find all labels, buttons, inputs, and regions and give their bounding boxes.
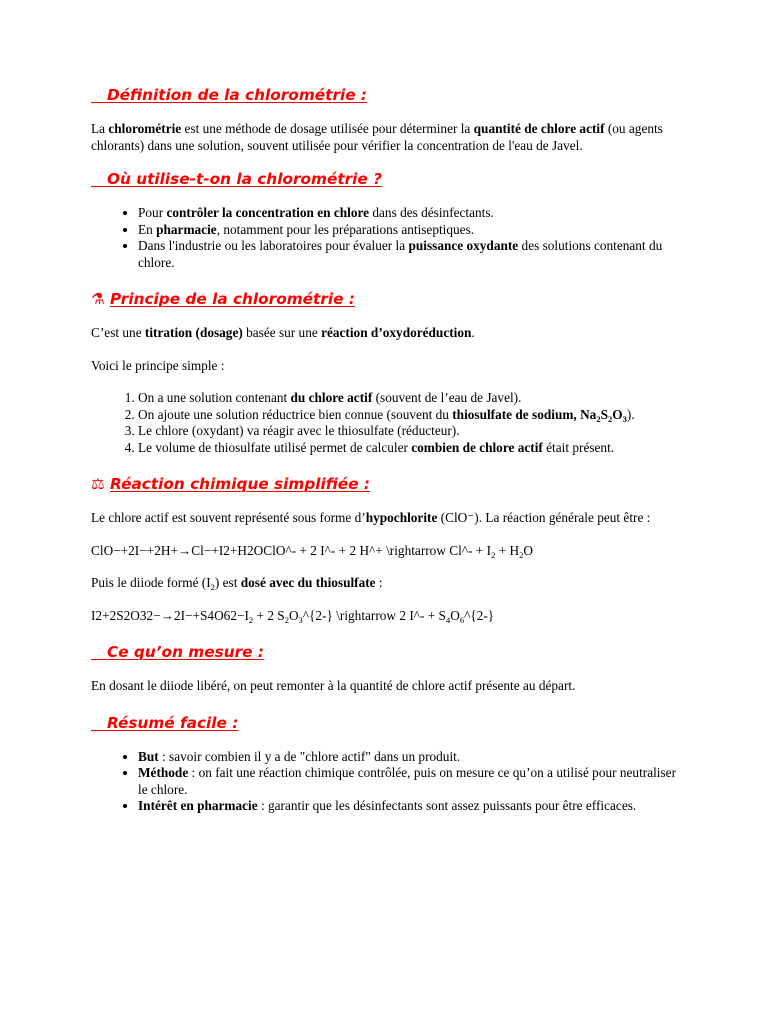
- definition-paragraph: La chlorométrie est une méthode de dosage utilisée pour déterminer la quantité de chlore actif (ou agents chlorants) dans une solution, souvent utilisée pour vérifier la concentration de l'eau de Javel.: [91, 121, 663, 153]
- principle-intro: C’est une titration (dosage) basée sur une réaction d’oxydoréduction.: [91, 325, 475, 340]
- equation-2: $I2+2S2O32-\to 2I-+S4O62-I_2 + 2$ $S_2O_3\^{}\{2-\}$ \rightarrow 2 I^- + $S_4O_6\^{}\{2-\}$: [91, 607, 495, 625]
- list-item: • Intérêt en pharmacie : garantir que les désinfectants sont assez puissants pour être efficaces.: [138, 798, 677, 815]
- list-item: • En pharmacie, notamment pour les préparations antiseptiques.: [138, 222, 677, 239]
- document-page: [91, 85, 677, 815]
- scales-icon: ⚖: [91, 475, 105, 493]
- flask-icon: ⚗: [91, 290, 105, 308]
- principle-steps: [91, 390, 677, 456]
- usage-list: [91, 205, 677, 271]
- heading-measure: Ce qu’on mesure :: [106, 643, 264, 661]
- list-item: • But : savoir combien il y a de "chlore actif" dans un produit.: [138, 749, 677, 766]
- reaction-paragraph: Le chlore actif est souvent représenté sous forme d’hypochlorite (ClO⁻). La réaction générale peut être :: [91, 510, 651, 525]
- heading-summary: Résumé facile :: [106, 713, 239, 732]
- list-item: 3. Le chlore (oxydant) va réagir avec le thiosulfate (réducteur).: [138, 423, 677, 440]
- heading-usage: Où utilise-t-on la chlorométrie ?: [106, 170, 382, 188]
- list-item: • Dans l'industrie ou les laboratoires pour évaluer la puissance oxydante des solutions contenant du chlore.: [138, 238, 677, 271]
- summary-list: [91, 749, 677, 815]
- list-item: 1. On a une solution contenant du chlore actif (souvent de l’eau de Javel).: [138, 390, 677, 407]
- list-item: 2. On ajoute une solution réductrice bien connue (souvent du thiosulfate de sodium, $Na_2S_2O_3$).: [138, 407, 677, 424]
- list-item: • Méthode : on fait une réaction chimique contrôlée, puis on mesure ce qu’on a utilisé pour neutraliser le chlore.: [138, 765, 677, 798]
- heading-reaction: ⚖ Réaction chimique simplifiée :: [91, 475, 370, 493]
- heading-principle: ⚗ Principe de la chlorométrie :: [91, 290, 355, 308]
- heading-definition: Définition de la chlorométrie :: [106, 86, 368, 104]
- principle-simple: Voici le principe simple :: [91, 357, 225, 373]
- list-item: 4. Le volume de thiosulfate utilisé permet de calculer combien de chlore actif était présent.: [138, 440, 677, 457]
- list-item: • Pour contrôler la concentration en chlore dans des désinfectants.: [138, 205, 677, 222]
- diiode-paragraph: Puis le diiode formé $(I_2)$ est dosé avec du thiosulfate :: [91, 575, 383, 592]
- equation-1: ClO−+2I−+2H+→Cl−+I2+H2OClO^- + 2 I^- + 2 H^+ \rightarrow Cl^- + $I_2 + H_2O$: [91, 542, 533, 560]
- measure-paragraph: En dosant le diiode libéré, on peut remonter à la quantité de chlore actif présente au départ.: [91, 678, 576, 693]
